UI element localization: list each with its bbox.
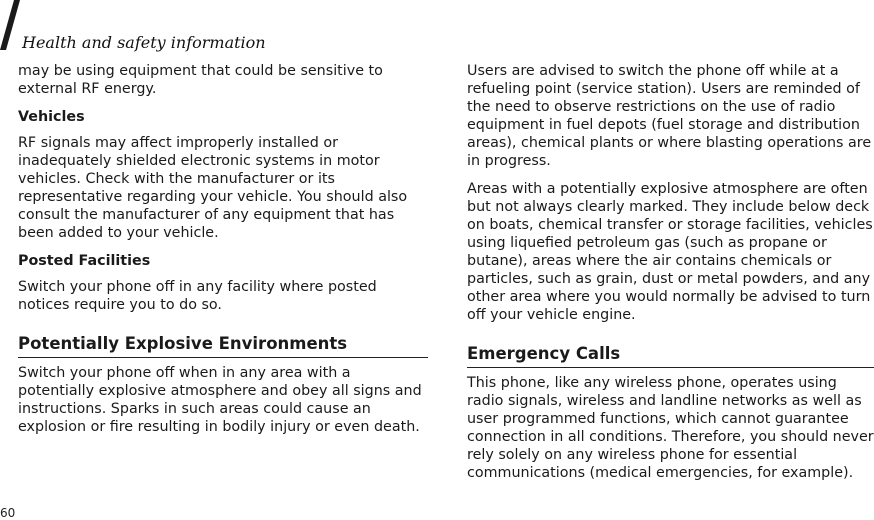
page-header-title: Health and safety information [22,33,266,52]
posted-facilities-heading: Posted Facilities [18,253,151,269]
intro-paragraph: may be using equipment that could be sensitive to external RF energy. [18,63,383,97]
explosive-environments-heading: Potentially Explosive Environments [18,334,428,358]
emergency-calls-paragraph: This phone, like any wireless phone, operates using radio signals, wireless and landline networks as well as user programmed functions, which cannot guarantee connection in all conditions. Therefore, you should never rely solely on any wireless phone for essential communications (medical emergencies, for example). [467,375,874,481]
emergency-calls-heading: Emergency Calls [467,344,874,368]
header-accent-bar [0,0,22,50]
left-column [18,62,428,446]
page-number: 60 [0,506,16,520]
vehicles-paragraph: RF signals may affect improperly installed or inadequately shielded electronic systems in motor vehicles. Check with the manufacturer or its representative regarding your vehicle. You should also consult the manufacturer of any equipment that has been added to your vehicle. [18,135,408,241]
right-column [467,62,874,492]
posted-facilities-paragraph: Switch your phone off in any facility where posted notices require you to do so. [18,279,377,313]
vehicles-heading: Vehicles [18,109,85,125]
explosive-environments-paragraph: Switch your phone off when in any area with a potentially explosive atmosphere and obey all signs and instructions. Sparks in such areas could cause an explosion or fire resulting in bodily injury or even death. [18,365,422,435]
explosive-areas-paragraph: Areas with a potentially explosive atmosphere are often but not always clearly marked. They include below deck on boats, chemical transfer or storage facilities, vehicles using liquefied petroleum gas (such as propane or butane), areas where the air contains chemicals or particles, such as grain, dust or metal powders, and any other area where you would normally be advised to turn off your vehicle engine. [467,181,873,323]
refueling-paragraph: Users are advised to switch the phone off while at a refueling point (service station). Users are reminded of the need to observe restrictions on the use of radio equipment in fuel depots (fuel storage and distribution areas), chemical plants or where blasting operations are in progress. [467,63,872,169]
